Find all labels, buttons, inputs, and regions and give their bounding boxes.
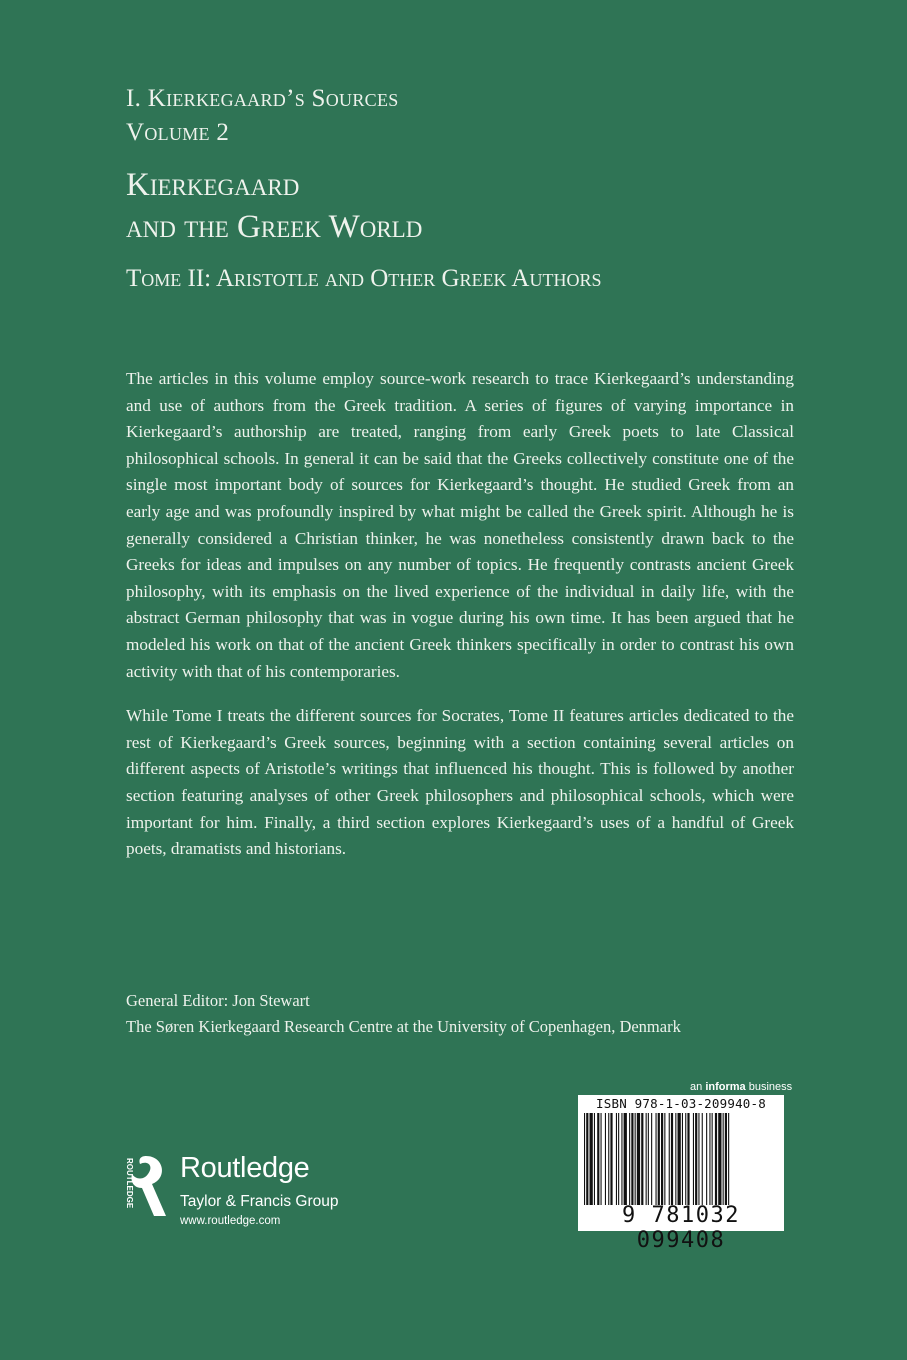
editor-credits xyxy=(126,988,826,1040)
informa-brand: informa xyxy=(705,1081,746,1093)
blurb-paragraph-1: The articles in this volume employ source-work research to trace Kierkegaard’s understanding and use of authors from the Greek tradition. A series of figures of varying importance in Kierkegaard’s authorship are treated, ranging from early Greek poets to late Classical philosophical schools. In general it can be said that the Greeks collectively constitute one of the single most important body of sources for Kierkegaard’s thought. He studied Greek from an early age and was profoundly inspired by what might be called the Greek spirit. Although he is generally considered a Christian thinker, he was nonetheless consistently drawn back to the Greeks for ideas and impulses on any number of topics. He frequently contrasts ancient Greek philosophy, with its emphasis on the lived experience of the individual in daily life, with the abstract German philosophy that was in vogue during his own time. It has been argued that he modeled his work on that of the ancient Greek thinkers specifically in order to contrast his own activity with that of his contemporaries. xyxy=(126,369,794,681)
barcode-bar xyxy=(675,1113,676,1205)
barcode-digits: 9 781032 099408 xyxy=(622,1203,740,1253)
isbn-label: ISBN 978-1-03-209940-8 xyxy=(596,1096,766,1111)
barcode-bar xyxy=(658,1113,660,1205)
barcode-bar xyxy=(594,1113,595,1205)
barcode-bar xyxy=(601,1113,602,1205)
barcode-bar xyxy=(584,1113,585,1205)
barcode-bar xyxy=(687,1113,689,1205)
series-title: I. Kierkegaard’s Sources xyxy=(126,85,399,112)
publisher-group: Taylor & Francis Group xyxy=(180,1193,339,1210)
barcode-bar xyxy=(682,1113,683,1205)
blurb-paragraph-2: While Tome I treats the different sources for Socrates, Tome II features articles dedicated to the rest of Kierkegaard’s Greek sources, beginning with a section containing several articles on different aspects of Aristotle’s writings that influenced his thought. This is followed by another section featuring analyses of other Greek philosophers and philosophical schools, which were important for him. Finally, a third section explores Kierkegaard’s uses of a handful of Greek poets, dramatists and historians. xyxy=(126,706,794,859)
barcode-bar xyxy=(698,1113,699,1205)
barcode-bar xyxy=(712,1113,713,1205)
barcode-bar xyxy=(651,1113,652,1205)
informa-suffix: business xyxy=(748,1081,793,1093)
barcode-bar xyxy=(728,1113,729,1205)
barcode-bar xyxy=(695,1113,697,1205)
barcode-bar xyxy=(637,1113,640,1205)
barcode-bar xyxy=(718,1113,721,1205)
publisher-name: Routledge xyxy=(180,1152,310,1184)
book-title xyxy=(126,164,826,248)
barcode-bar xyxy=(610,1113,612,1205)
barcode-bar xyxy=(656,1113,657,1205)
barcode-bar xyxy=(664,1113,665,1205)
general-editor: General Editor: Jon Stewart xyxy=(126,991,310,1010)
barcode-bar xyxy=(648,1113,649,1205)
book-title-line-1: Kierkegaard xyxy=(126,167,300,203)
informa-tagline xyxy=(690,1081,792,1093)
barcode-bar xyxy=(693,1113,694,1205)
routledge-vertical-text: ROUTLEDGE xyxy=(125,1158,134,1209)
routledge-r-icon xyxy=(124,1152,172,1222)
volume-label: Volume 2 xyxy=(126,119,230,146)
barcode-bar xyxy=(590,1113,593,1205)
barcode-bar xyxy=(635,1113,636,1205)
barcode-bar xyxy=(706,1113,707,1205)
barcode-bar xyxy=(661,1113,663,1205)
barcode-bar xyxy=(669,1113,670,1205)
barcode-bar xyxy=(608,1113,609,1205)
barcode-bar xyxy=(621,1113,622,1205)
barcode-bar xyxy=(629,1113,630,1205)
barcode-bar xyxy=(646,1113,647,1205)
barcode-bar xyxy=(597,1113,599,1205)
barcode-bar xyxy=(618,1113,619,1205)
cover-header xyxy=(126,82,826,296)
blurb xyxy=(126,366,794,881)
barcode-bar xyxy=(641,1113,643,1205)
isbn-barcode xyxy=(578,1095,784,1253)
tome-subtitle: Tome II: Aristotle and Other Greek Authors xyxy=(126,265,602,292)
barcode-bar xyxy=(715,1113,717,1205)
barcode-bar xyxy=(586,1113,588,1205)
informa-prefix: an xyxy=(690,1081,703,1093)
barcode-bar xyxy=(678,1113,681,1205)
barcode-bar xyxy=(631,1113,633,1205)
book-title-line-2: and the Greek World xyxy=(126,209,423,245)
barcode-bar xyxy=(723,1113,724,1205)
barcode-bar xyxy=(624,1113,627,1205)
routledge-logo xyxy=(124,1152,384,1232)
barcode-bar xyxy=(702,1113,703,1205)
barcode-bars xyxy=(582,1113,780,1205)
barcode-bar xyxy=(671,1113,673,1205)
barcode-bar xyxy=(605,1113,606,1205)
publisher-url: www.routledge.com xyxy=(180,1215,281,1227)
research-centre: The Søren Kierkegaard Research Centre at the University of Copenhagen, Denmark xyxy=(126,1017,681,1036)
barcode-bar xyxy=(709,1113,710,1205)
barcode-bar xyxy=(685,1113,686,1205)
barcode-bar xyxy=(616,1113,617,1205)
barcode-bar xyxy=(725,1113,727,1205)
